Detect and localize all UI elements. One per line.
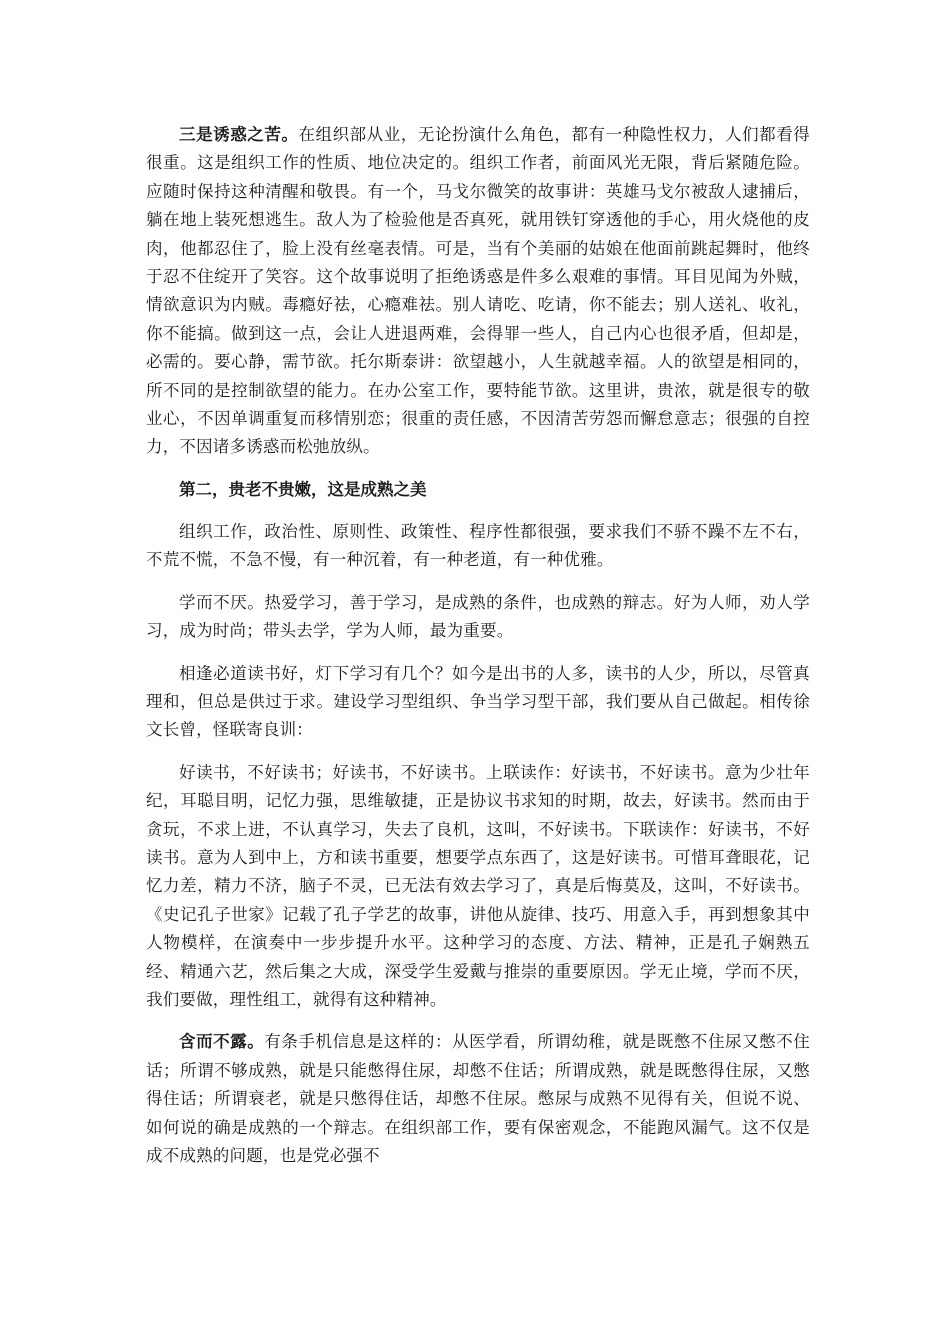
paragraph-learning: 学而不厌。热爱学习，善于学习，是成熟的条件，也成熟的辩志。好为人师，劝人学习，成为时尚；带头去学，学为人师，最为重要。 <box>146 592 810 641</box>
document-page <box>146 121 810 1184</box>
paragraph-reticence <box>146 1028 810 1170</box>
paragraph-reading: 相逢必道读书好，灯下学习有几个？如今是出书的人多，读书的人少，所以，尽管真理和，但总是供过于求。建设学习型组织、争当学习型干部，我们要从自己做起。相传徐文长曾，怪联寄良训： <box>146 663 810 740</box>
paragraph-lead: 含而不露。 <box>179 1032 265 1052</box>
paragraph-text: 在组织部从业，无论扮演什么角色，都有一种隐性权力，人们都看得很重。这是组织工作的性质、地位决定的。组织工作者，前面风光无限，背后紧随危险。应随时保持这种清醒和敬畏。有一个，马戈尔微笑的故事讲：英雄马戈尔被敌人逮捕后，躺在地上装死想逃生。敌人为了检验他是否真死，就用铁钉穿透他的手心，用火烧他的皮肉，他都忍住了，脸上没有丝毫表情。可是，当有个美丽的姑娘在他面前跳起舞时，他终于忍不住绽开了笑容。这个故事说明了拒绝诱惑是件多么艰难的事情。耳目见闻为外贼，情欲意识为内贼。毒瘾好祛，心瘾难祛。别人请吃、吃请，你不能去；别人送礼、收礼，你不能搞。做到这一点，会让人进退两难，会得罪一些人，自己内心也很矛盾，但却是，必需的。要心静，需节欲。托尔斯泰讲：欲望越小，人生就越幸福。人的欲望是相同的，所不同的是控制欲望的能力。在办公室工作，要特能节欲。这里讲，贵浓，就是很专的敬业心，不因单调重复而移情别恋；很重的责任感，不因清苦劳怨而懈怠意志；很强的自控力，不因诸多诱惑而松弛放纵。 <box>146 125 811 457</box>
paragraph-text: 有条手机信息是这样的：从医学看，所谓幼稚，就是既憋不住尿又憋不住话；所谓不够成熟，就是只能憋得住尿，却憋不住话；所谓成熟，就是既憋得住尿，又憋得住话；所谓衰老，就是只憋得住话，却憋不住尿。憋尿与成熟不见得有关，但说不说、如何说的确是成熟的一个辩志。在组织部工作，要有保密观念，不能跑风漏气。这不仅是成不成熟的问题，也是党必强不 <box>146 1032 811 1165</box>
paragraph-couplet: 好读书，不好读书；好读书，不好读书。上联读作：好读书，不好读书。意为少壮年纪，耳聪目明，记忆力强，思维敏捷，正是协议书求知的时期，故去，好读书。然而由于贪玩，不求上进，不认真学习，失去了良机，这叫，不好读书。下联读作：好读书，不好读书。意为人到中上，方和读书重要，想要学点东西了，这是好读书。可惜耳聋眼花，记忆力差，精力不济，脑子不灵，已无法有效去学习了，真是后悔莫及，这叫，不好读书。《史记孔子世家》记载了孔子学艺的故事，讲他从旋律、技巧、用意入手，再到想象其中人物模样，在演奏中一步步提升水平。这种学习的态度、方法、精神，正是孔子娴熟五经、精通六艺，然后集之大成，深受学生爱戴与推崇的重要原因。学无止境，学而不厌，我们要做，理性组工，就得有这种精神。 <box>146 762 810 1009</box>
paragraph-organization-work: 组织工作，政治性、原则性、政策性、程序性都很强，要求我们不骄不躁不左不右，不荒不慌，不急不慢，有一种沉着，有一种老道，有一种优雅。 <box>146 521 810 570</box>
section-heading: 第二，贵老不贵嫩，这是成熟之美 <box>179 479 427 499</box>
paragraph-lead: 三是诱惑之苦。 <box>179 125 299 144</box>
paragraph-temptation <box>146 121 810 462</box>
